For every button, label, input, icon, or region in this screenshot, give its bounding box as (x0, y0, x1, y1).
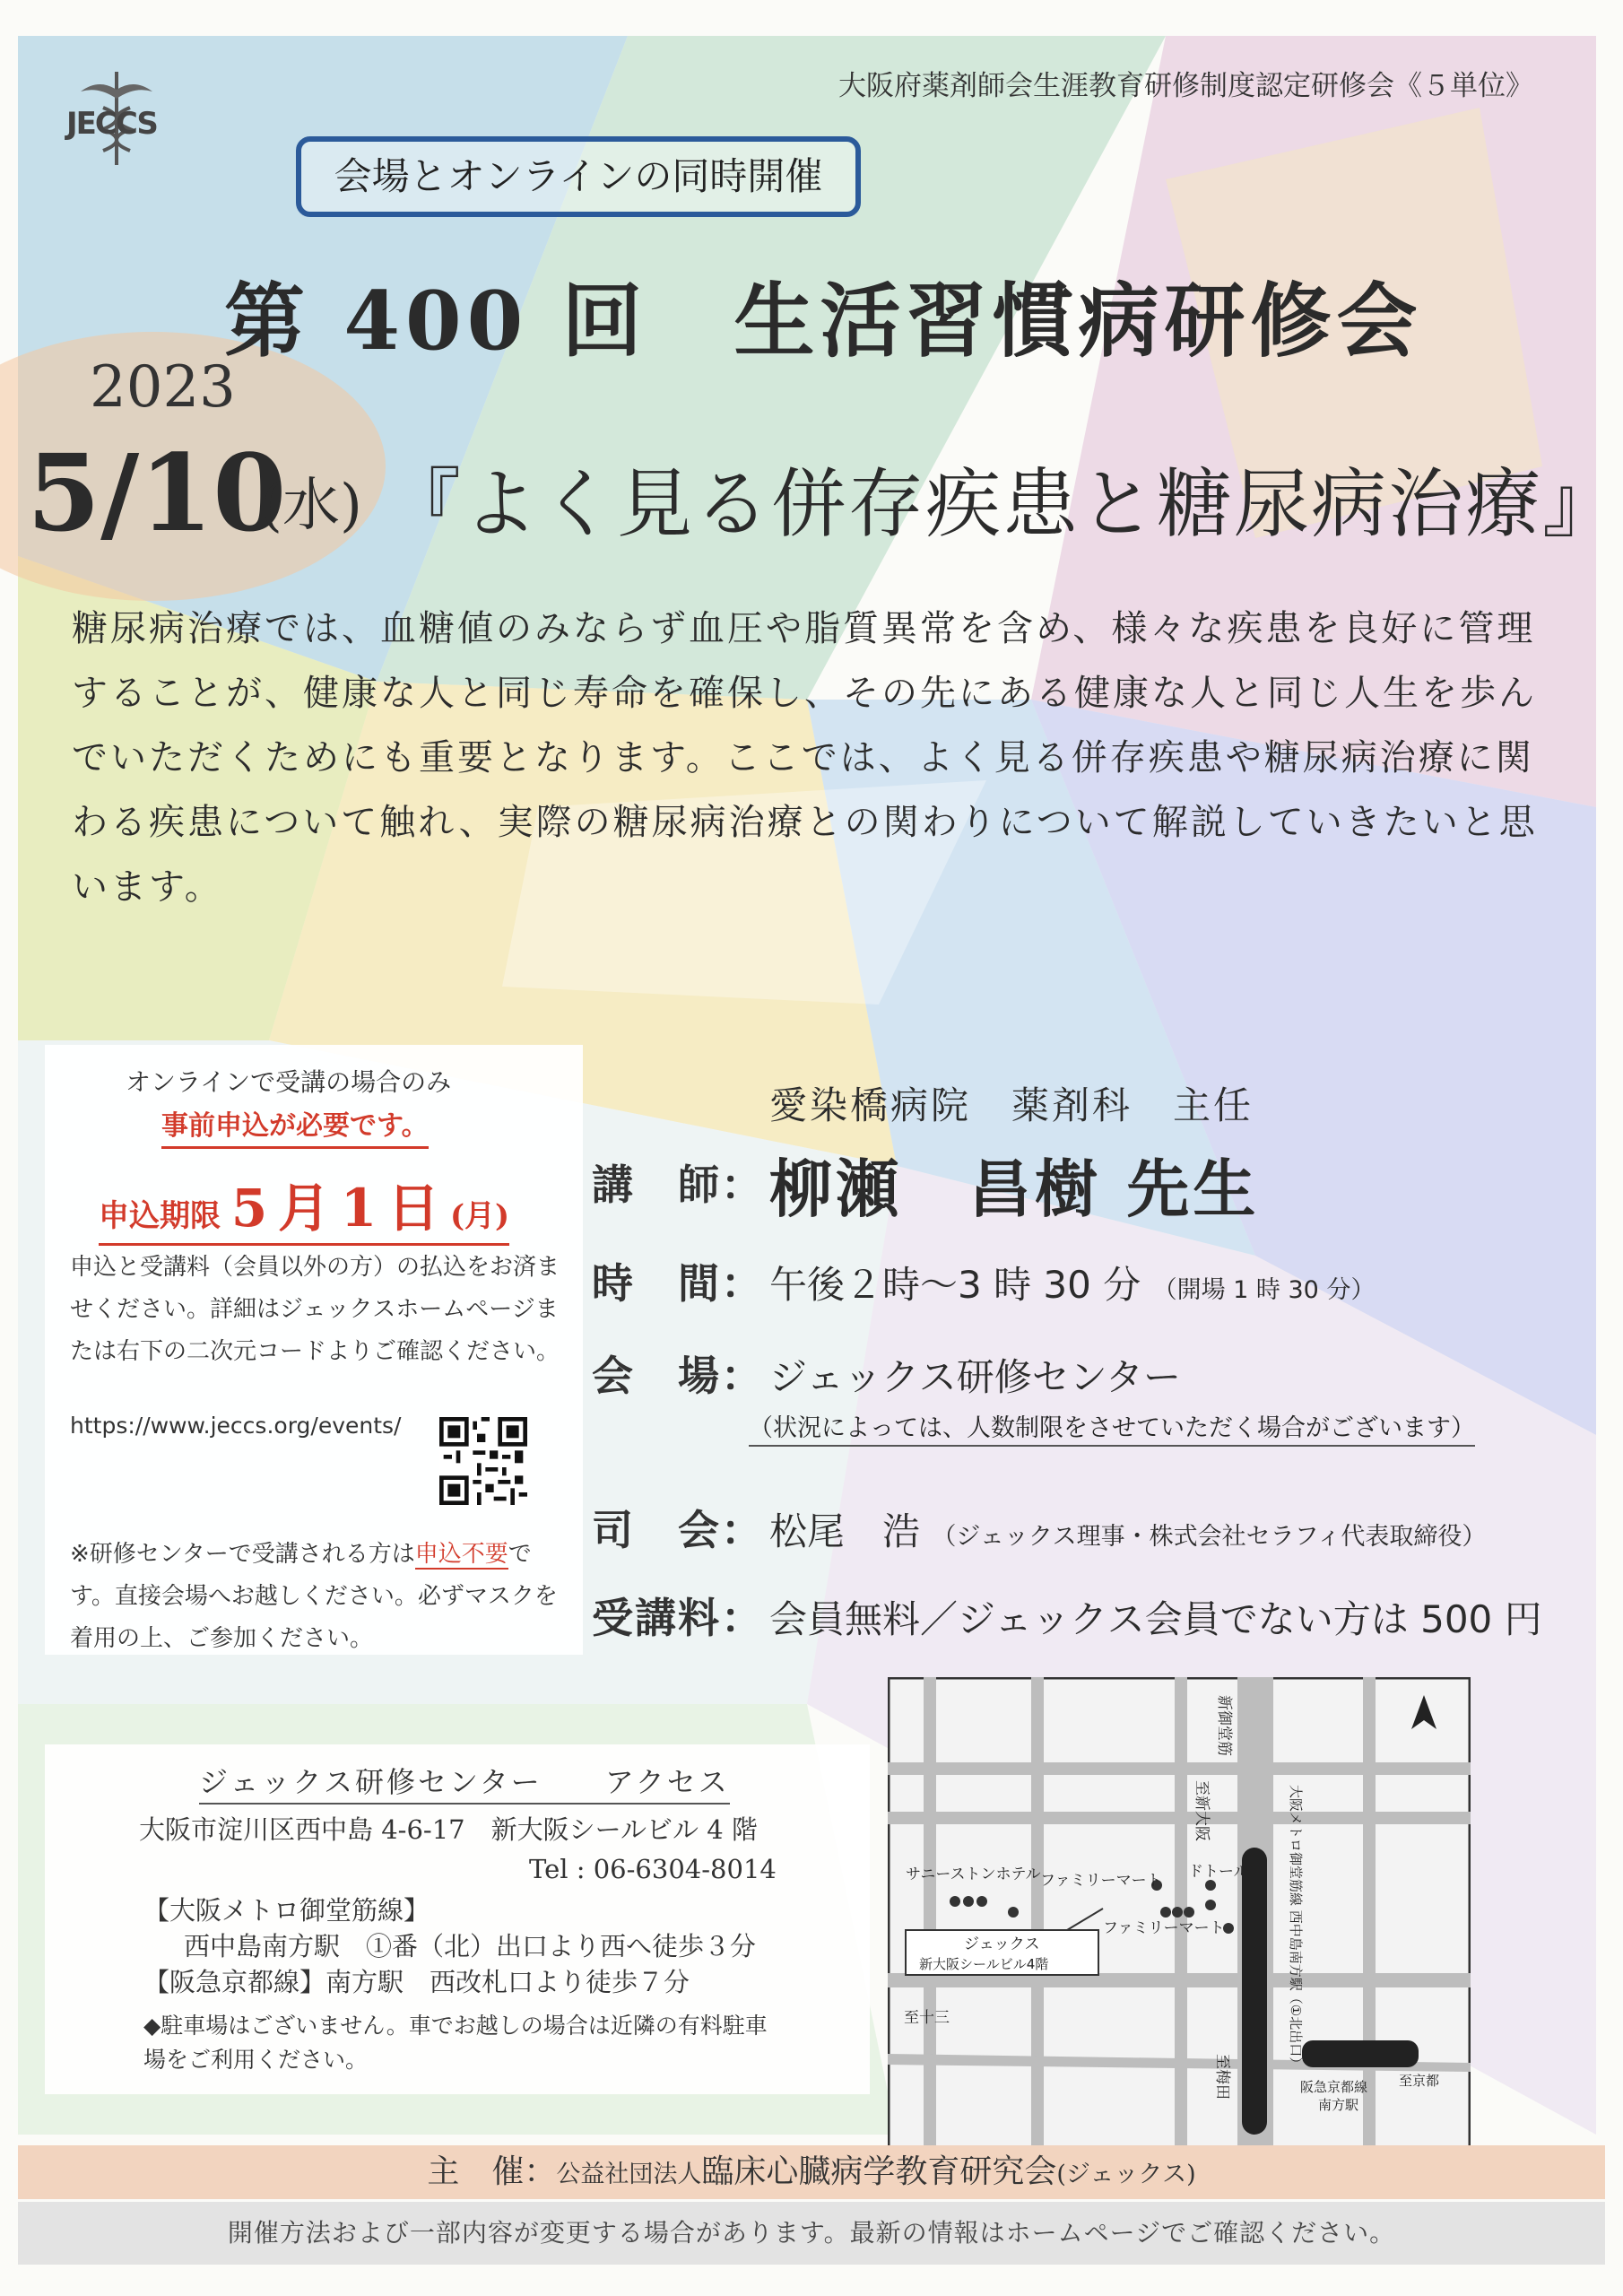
map-familymart-1: ファミリーマート (1040, 1872, 1162, 1890)
no-registration-needed: 申込不要 (414, 1541, 508, 1568)
jeccs-logo (63, 65, 170, 172)
qr-code-icon[interactable] (439, 1417, 527, 1505)
event-weekday: (水) (260, 473, 362, 539)
lecturer-name: 柳瀬 昌樹 先生 (769, 1152, 1260, 1226)
venue-address: 大阪市淀川区西中島 4-6-17 新大阪シールビル 4 階 (139, 1814, 758, 1845)
metro-route: 西中島南方駅 ①番（北）出口より西へ徒歩３分 (184, 1931, 757, 1961)
fee-value: 会員無料／ジェックス会員でない方は 500 円 (769, 1597, 1542, 1641)
venue-label: 会 場： (592, 1352, 764, 1400)
map-jeccs-1: ジェックス (964, 1935, 1040, 1953)
caution-text-1: ※研修センターで受講される方は (70, 1541, 415, 1568)
event-title: 第 400 回 生活習慣病研修会 (224, 274, 1423, 369)
access-title: ジェックス研修センター アクセス (199, 1760, 730, 1805)
lecturer-affiliation: 愛染橋病院 薬剤科 主任 (769, 1083, 1254, 1127)
hankyu-route: 【阪急京都線】南方駅 西改札口より徒歩７分 (143, 1967, 690, 1997)
time-value: 午後２時〜3 時 30 分 (769, 1263, 1141, 1307)
change-notice: 開催方法および一部内容が変更する場合があります。最新の情報はホームページでご確認ください。 (227, 2218, 1396, 2248)
map-jeccs-2: 新大阪シールビル4階 (919, 1956, 1049, 1972)
logo-text: JECCS (66, 106, 157, 142)
event-url[interactable]: https://www.jeccs.org/events/ (70, 1413, 402, 1439)
venue-value: ジェックス研修センター (769, 1355, 1182, 1399)
map-metro-station: 大阪メトロ御堂筋線 西中島南方駅（①北出口） (1288, 1785, 1304, 2071)
map-to-shinosaka: 至新大阪 (1193, 1780, 1211, 1841)
certification-note: 大阪府薬剤師会生涯教育研修制度認定研修会《５単位》 (838, 70, 1533, 102)
time-label: 時 間： (592, 1259, 764, 1308)
map-to-juso: 至十三 (904, 2009, 950, 2027)
venue-phone: Tel : 06-6304-8014 (529, 1854, 777, 1884)
caution-text-2: です。直接会場へお越しください。必ずマスクを着用の上、ご参加ください。 (70, 1541, 558, 1652)
map-doutor: ドトール (1188, 1863, 1249, 1881)
payment-note: 申込と受講料（会員以外の方）の払込をお済ませください。詳細はジェックスホームページまたは右下の二次元コードよりご確認ください。 (70, 1254, 560, 1365)
event-subtitle: 『よく見る併存疾患と糖尿病治療』 (386, 460, 1620, 548)
mc-title: （ジェックス理事・株式会社セラフィ代表取締役） (932, 1523, 1487, 1551)
lecturer-label: 講 師： (592, 1161, 764, 1209)
organizer-label: 主 催： (427, 2153, 557, 2190)
organizer-line (18, 2145, 1605, 2199)
deadline-month-unit: 月 (278, 1178, 331, 1239)
deadline-weekday: (月) (449, 1198, 510, 1234)
online-only-note: オンラインで受講の場合のみ (126, 1067, 452, 1097)
metro-line-name: 【大阪メトロ御堂筋線】 (143, 1895, 430, 1926)
venue-capacity-note: （状況によっては、人数制限をさせていただく場合がございます） (749, 1408, 1475, 1447)
organizer-suffix: (ジェックス) (1056, 2161, 1196, 2188)
map-to-kyoto: 至京都 (1399, 2073, 1440, 2089)
access-map (888, 1677, 1471, 2148)
mc-label: 司 会： (592, 1506, 764, 1554)
map-to-umeda: 至梅田 (1213, 2054, 1231, 2100)
deadline-label: 申込期限 (99, 1198, 221, 1234)
map-hankyu-line: 阪急京都線 (1300, 2079, 1368, 2095)
registration-deadline (99, 1166, 509, 1246)
deadline-day: 1 (340, 1178, 378, 1239)
registration-required: 事前申込が必要です。 (161, 1103, 429, 1149)
event-date: 5/10 (27, 430, 287, 555)
map-hankyu-station: 南方駅 (1318, 2097, 1359, 2113)
map-familymart-2: ファミリーマート (1103, 1919, 1225, 1937)
event-year: 2023 (90, 354, 236, 421)
parking-note: ◆駐車場はございません。車でお越しの場合は近隣の有料駐車場をご利用ください。 (143, 2013, 768, 2073)
map-road-label: 新御堂筋 (1215, 1695, 1233, 1756)
hybrid-event-banner: 会場とオンラインの同時開催 (296, 136, 861, 217)
organizer-name: 臨床心臓病学教育研究会 (701, 2153, 1057, 2190)
mc-row (769, 1502, 1486, 1556)
time-row (769, 1256, 1375, 1309)
map-hotel: サニーストンホテル (906, 1866, 1041, 1883)
onsite-caution (70, 1534, 572, 1660)
deadline-day-unit: 日 (387, 1178, 440, 1239)
event-description: 糖尿病治療では、血糖値のみならず血圧や脂質異常を含め、様々な疾患を良好に管理することが、健康な人と同じ寿命を確保し、その先にある健康な人と同じ人生を歩んでいただくためにも重要となります。ここでは、よく見る併存疾患や糖尿病治療に関わる疾患について触れ、実際の糖尿病治療との関わりについて解説していきたいと思います。 (72, 608, 1538, 908)
organizer-prefix: 公益社団法人 (556, 2161, 702, 2188)
doors-open-note: （開場 1 時 30 分） (1152, 1276, 1376, 1304)
fee-label: 受講料： (592, 1594, 764, 1642)
mc-name: 松尾 浩 (769, 1509, 921, 1553)
deadline-month: 5 (230, 1178, 268, 1239)
